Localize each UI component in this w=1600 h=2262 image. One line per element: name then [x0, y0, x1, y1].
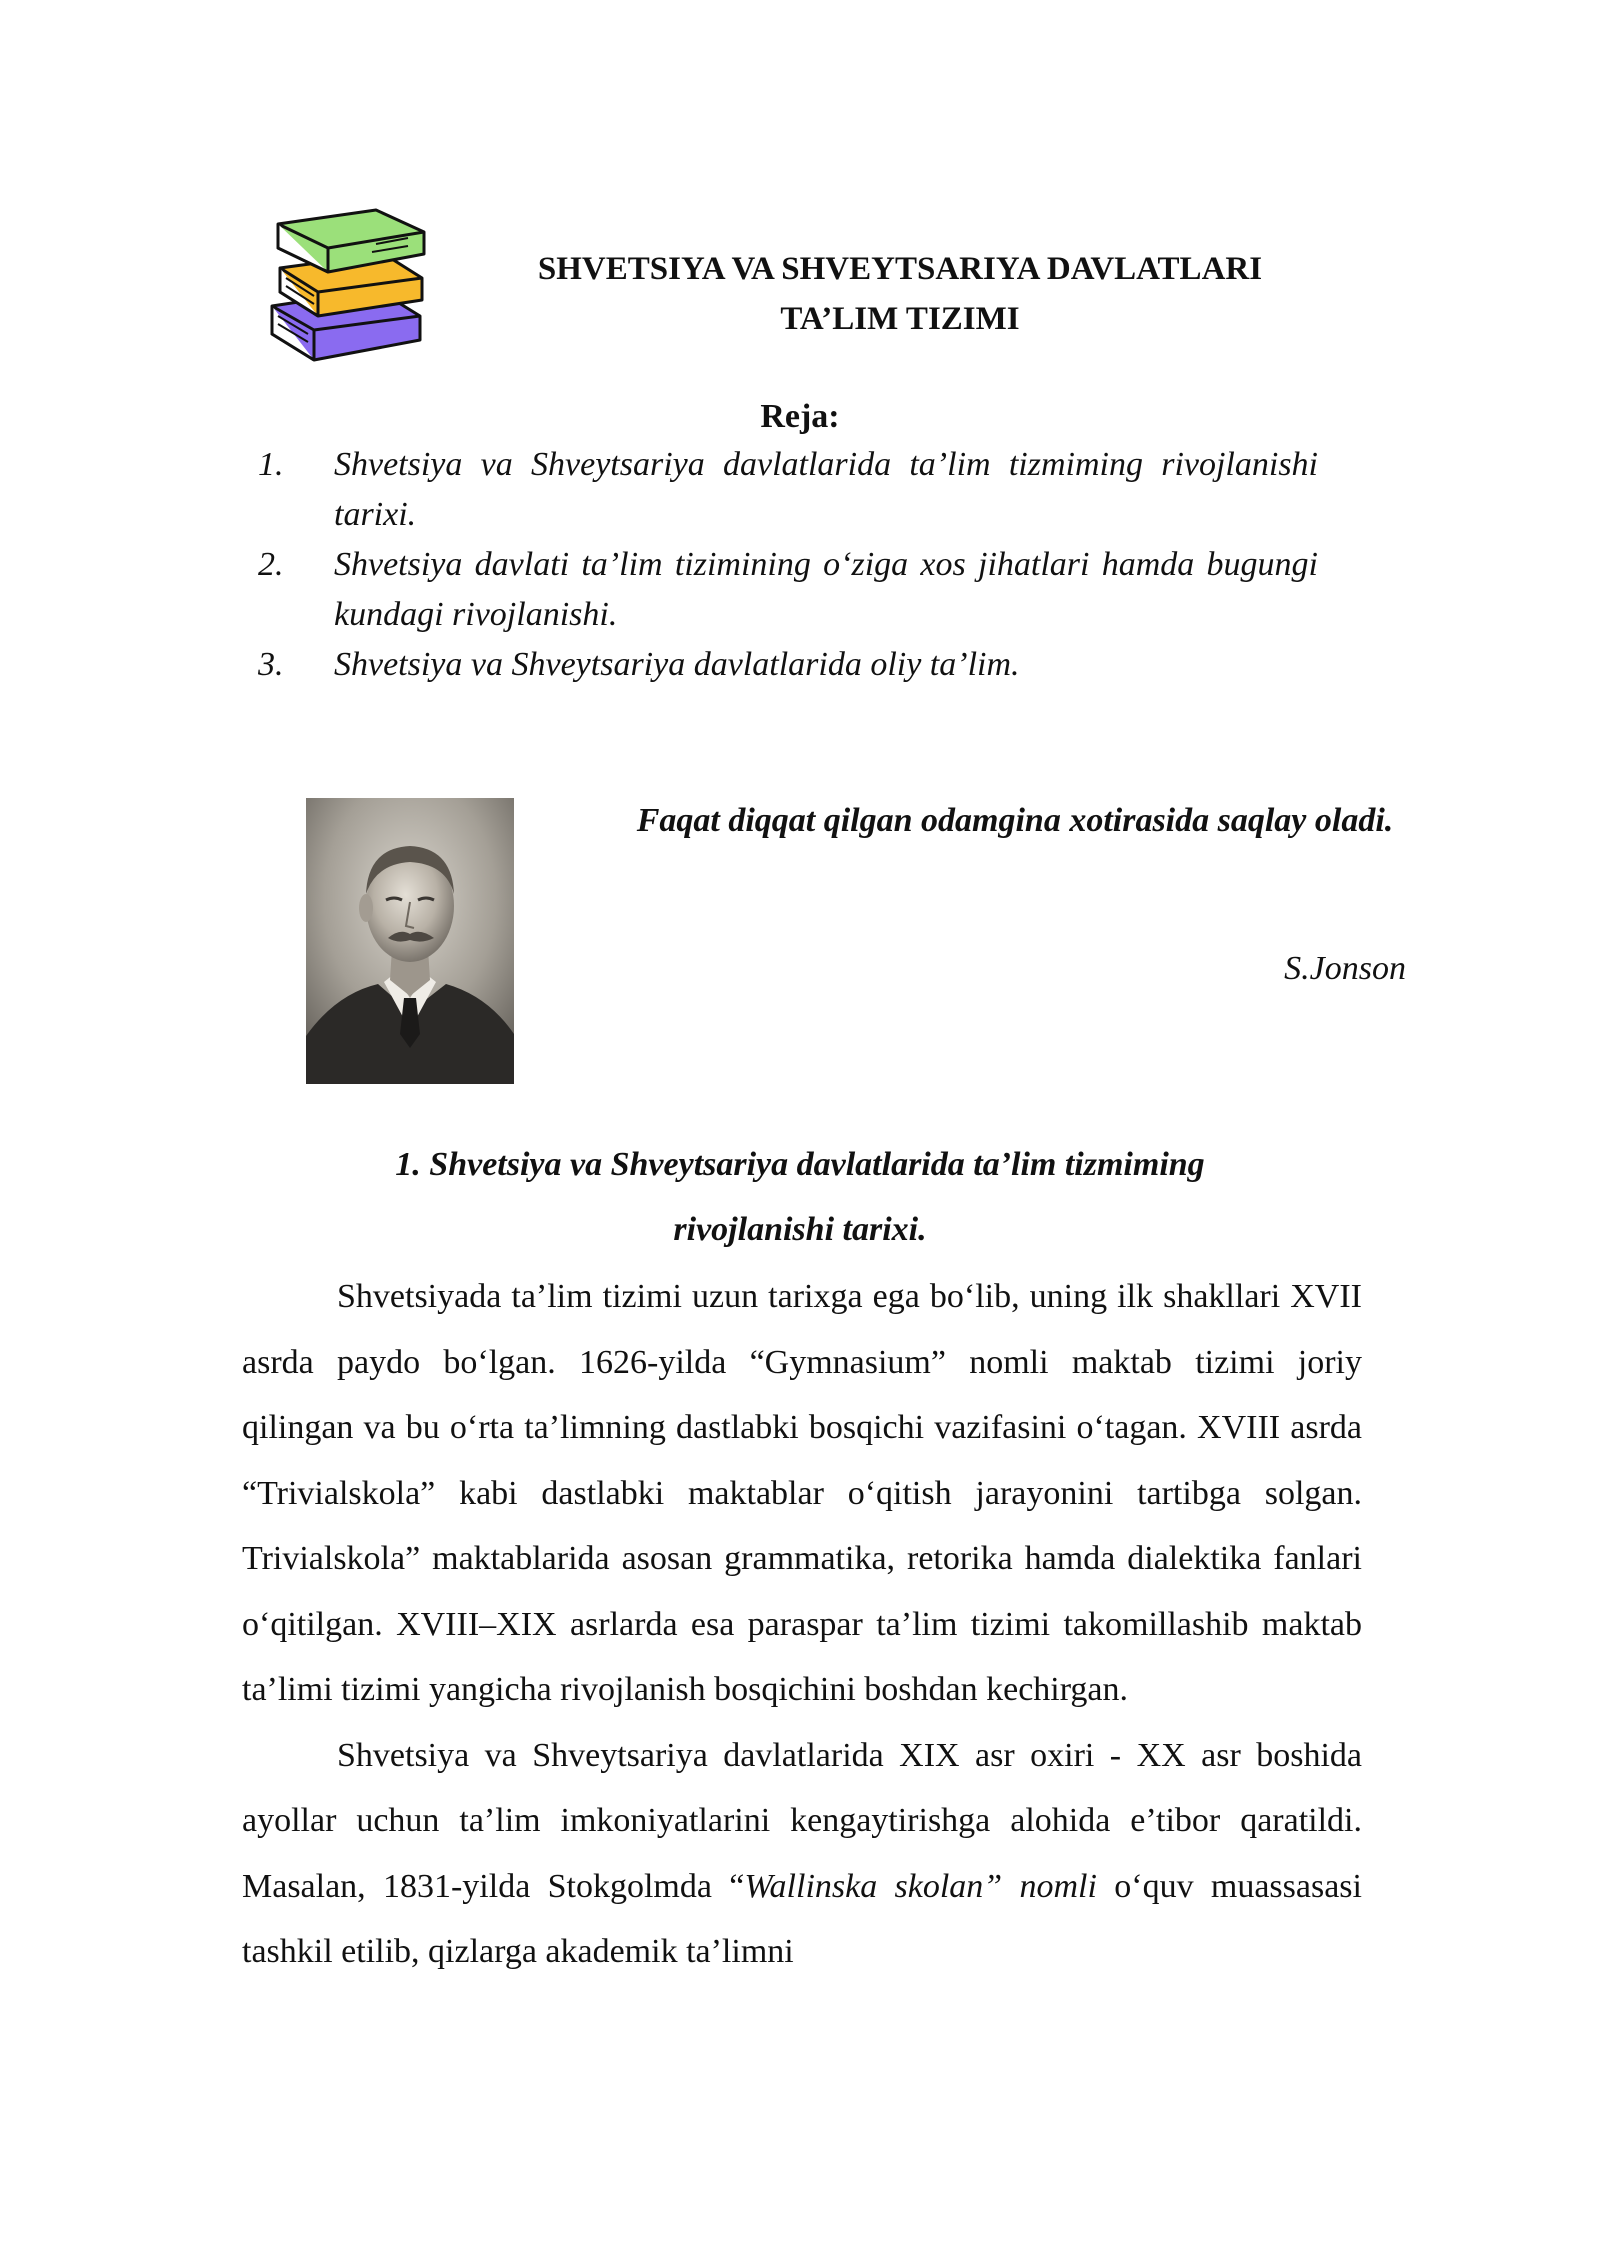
document-title [440, 244, 1360, 344]
plan-item [258, 440, 1318, 540]
green-book [278, 210, 424, 272]
title-line-1: SHVETSIYA VA SHVEYTSARIYA DAVLATLARI [537, 251, 1263, 287]
plan-heading: Reja: [760, 398, 840, 435]
plan-item-number: 2. [258, 546, 284, 583]
paragraph-emphasis: Wallinska skolan” nomli [744, 1867, 1097, 1905]
plan-item-text: Shvetsiya va Shveytsariya davlatlarida ta’lim tizmiming rivojlanishi tarixi. [334, 446, 1318, 533]
portrait-photo [306, 798, 514, 1084]
section-heading-line-1: 1. Shvetsiya va Shveytsariya davlatlarida ta’lim tizmiming [395, 1146, 1205, 1183]
title-line-2: TA’LIM TIZIMI [780, 301, 1020, 337]
body-text [242, 1264, 1362, 1985]
paragraph [242, 1723, 1362, 1985]
section-heading [0, 1132, 1600, 1262]
section-heading-line-2: rivojlanishi tarixi. [673, 1211, 927, 1248]
epigraph-author: S.Jonson [1284, 950, 1406, 987]
paragraph-text: o‘quv muassasasi tashkil etilib, qizlarga akademik ta’limni [242, 1867, 1362, 1970]
plan-item [258, 640, 1318, 690]
paragraph: Shvetsiyada ta’lim tizimi uzun tarixga ega bo‘lib, uning ilk shakllari XVII asrda paydo bo‘lgan. 1626-yilda “Gymnasium” nomli maktab tizimi joriy qilingan va bu o‘rta ta’limning dastlabki bosqichi vazifasini o‘tagan. XVIII asrda “Trivialskola” kabi dastlabki maktablar o‘qitish jarayonini tartibga solgan. Trivialskola” maktablarida asosan grammatika, retorika hamda dialektika fanlari o‘qitilgan. XVIII–XIX asrlarda esa paraspar ta’lim tizimi takomillashib maktab ta’limi tizimi yangicha rivojlanish bosqichini boshdan kechirgan. [242, 1278, 1362, 1708]
plan-item [258, 540, 1318, 640]
epigraph-quote: Faqat diqqat qilgan odamgina xotirasida saqlay oladi. [636, 802, 1394, 839]
plan-item-number: 1. [258, 446, 284, 483]
books-stack-icon [258, 204, 428, 364]
plan-item-text: Shvetsiya davlati ta’lim tizimining o‘ziga xos jihatlari hamda bugungi kundagi rivojlanishi. [334, 546, 1318, 633]
plan-item-number: 3. [258, 646, 284, 683]
paragraph-text: Shvetsiya va Shveytsariya davlatlarida XIX asr oxiri - XX asr boshida ayollar uchun ta’lim imkoniyatlarini kengaytirishga alohida e’tibor qaratildi. Masalan, 1831-yilda Stokgolmda “ [242, 1736, 1362, 1905]
plan-list [258, 440, 1318, 690]
plan-item-text: Shvetsiya va Shveytsariya davlatlarida oliy ta’lim. [334, 646, 1020, 683]
